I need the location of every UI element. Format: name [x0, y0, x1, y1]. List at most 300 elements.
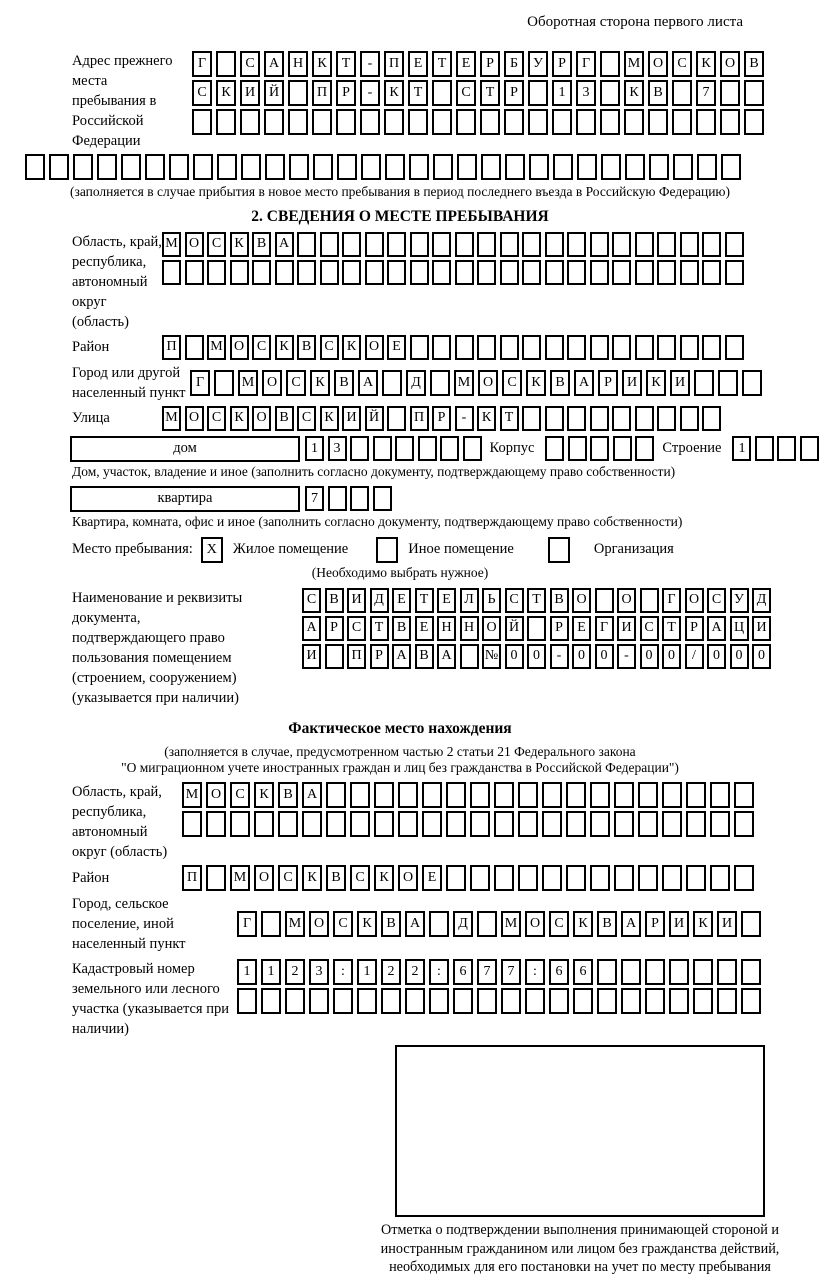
char-cell[interactable]: К — [357, 911, 377, 937]
char-cell[interactable] — [429, 911, 449, 937]
char-cell[interactable] — [635, 406, 654, 431]
char-cell[interactable]: Т — [408, 80, 428, 106]
char-cell[interactable]: С — [230, 782, 250, 808]
char-cell[interactable]: О — [525, 911, 545, 937]
char-cell[interactable]: К — [310, 370, 330, 396]
char-cell[interactable] — [328, 486, 347, 511]
char-cell[interactable] — [261, 988, 281, 1014]
char-cell[interactable] — [527, 616, 546, 641]
char-cell[interactable]: С — [549, 911, 569, 937]
char-cell[interactable]: О — [230, 335, 249, 360]
char-cell[interactable] — [432, 80, 452, 106]
char-cell[interactable]: А — [437, 644, 456, 669]
char-cell[interactable]: Ь — [482, 588, 501, 613]
char-cell[interactable]: № — [482, 644, 501, 669]
char-cell[interactable] — [265, 154, 285, 180]
char-cell[interactable]: В — [334, 370, 354, 396]
char-cell[interactable]: Е — [392, 588, 411, 613]
char-cell[interactable]: Д — [406, 370, 426, 396]
char-cell[interactable] — [206, 865, 226, 891]
char-cell[interactable] — [182, 811, 202, 837]
char-cell[interactable] — [640, 588, 659, 613]
char-cell[interactable]: 7 — [696, 80, 716, 106]
char-cell[interactable] — [566, 865, 586, 891]
char-cell[interactable]: М — [624, 51, 644, 77]
char-cell[interactable]: К — [275, 335, 294, 360]
char-cell[interactable]: А — [302, 616, 321, 641]
char-cell[interactable] — [528, 109, 548, 135]
char-cell[interactable]: 3 — [328, 436, 347, 461]
char-cell[interactable] — [702, 335, 721, 360]
char-cell[interactable] — [326, 782, 346, 808]
char-cell[interactable]: О — [617, 588, 636, 613]
char-cell[interactable]: О — [572, 588, 591, 613]
char-cell[interactable] — [755, 436, 774, 461]
char-cell[interactable]: В — [252, 232, 271, 257]
char-cell[interactable] — [288, 80, 308, 106]
char-cell[interactable] — [432, 335, 451, 360]
char-cell[interactable] — [25, 154, 45, 180]
char-cell[interactable]: И — [342, 406, 361, 431]
char-cell[interactable] — [672, 80, 692, 106]
char-cell[interactable]: 2 — [405, 959, 425, 985]
char-cell[interactable] — [720, 80, 740, 106]
char-cell[interactable]: О — [185, 406, 204, 431]
char-cell[interactable]: Ц — [730, 616, 749, 641]
char-cell[interactable]: М — [230, 865, 250, 891]
char-cell[interactable]: С — [297, 406, 316, 431]
char-cell[interactable] — [600, 51, 620, 77]
char-cell[interactable]: Е — [422, 865, 442, 891]
char-cell[interactable]: Г — [190, 370, 210, 396]
char-cell[interactable]: М — [238, 370, 258, 396]
char-cell[interactable]: Р — [432, 406, 451, 431]
char-cell[interactable] — [494, 865, 514, 891]
char-cell[interactable] — [566, 782, 586, 808]
char-cell[interactable]: 1 — [305, 436, 324, 461]
char-cell[interactable] — [214, 370, 234, 396]
char-cell[interactable]: 2 — [381, 959, 401, 985]
char-cell[interactable]: Й — [365, 406, 384, 431]
char-cell[interactable] — [710, 782, 730, 808]
char-cell[interactable] — [545, 260, 564, 285]
char-cell[interactable] — [320, 260, 339, 285]
char-cell[interactable] — [662, 865, 682, 891]
char-cell[interactable] — [566, 811, 586, 837]
char-cell[interactable]: 3 — [309, 959, 329, 985]
char-cell[interactable] — [553, 154, 573, 180]
char-cell[interactable]: Л — [460, 588, 479, 613]
char-cell[interactable] — [264, 109, 284, 135]
char-cell[interactable] — [342, 232, 361, 257]
char-cell[interactable] — [410, 335, 429, 360]
char-cell[interactable] — [549, 988, 569, 1014]
char-cell[interactable]: В — [278, 782, 298, 808]
char-cell[interactable] — [612, 260, 631, 285]
char-cell[interactable]: - — [455, 406, 474, 431]
char-cell[interactable] — [741, 911, 761, 937]
char-cell[interactable] — [254, 811, 274, 837]
stay-type-checkbox-organization[interactable] — [548, 537, 570, 563]
char-cell[interactable]: К — [230, 232, 249, 257]
char-cell[interactable]: : — [429, 959, 449, 985]
char-cell[interactable] — [638, 782, 658, 808]
char-cell[interactable] — [545, 406, 564, 431]
char-cell[interactable]: Е — [415, 616, 434, 641]
char-cell[interactable] — [477, 335, 496, 360]
char-cell[interactable] — [525, 988, 545, 1014]
char-cell[interactable] — [73, 154, 93, 180]
char-cell[interactable]: В — [550, 588, 569, 613]
char-cell[interactable] — [710, 811, 730, 837]
char-cell[interactable] — [162, 260, 181, 285]
char-cell[interactable] — [717, 959, 737, 985]
char-cell[interactable] — [680, 406, 699, 431]
char-cell[interactable] — [505, 154, 525, 180]
char-cell[interactable] — [365, 260, 384, 285]
char-cell[interactable]: В — [415, 644, 434, 669]
char-cell[interactable]: Б — [504, 51, 524, 77]
char-cell[interactable] — [337, 154, 357, 180]
char-cell[interactable] — [387, 232, 406, 257]
char-cell[interactable]: К — [320, 406, 339, 431]
char-cell[interactable] — [297, 260, 316, 285]
char-cell[interactable] — [686, 811, 706, 837]
char-cell[interactable]: 0 — [572, 644, 591, 669]
char-cell[interactable]: Г — [237, 911, 257, 937]
char-cell[interactable]: К — [312, 51, 332, 77]
char-cell[interactable]: Р — [504, 80, 524, 106]
char-cell[interactable] — [169, 154, 189, 180]
char-cell[interactable]: 6 — [453, 959, 473, 985]
char-cell[interactable] — [522, 406, 541, 431]
char-cell[interactable]: В — [648, 80, 668, 106]
char-cell[interactable]: Д — [752, 588, 771, 613]
char-cell[interactable] — [374, 811, 394, 837]
char-cell[interactable]: О — [478, 370, 498, 396]
char-cell[interactable]: 0 — [505, 644, 524, 669]
char-cell[interactable] — [597, 959, 617, 985]
char-cell[interactable]: 0 — [730, 644, 749, 669]
char-cell[interactable] — [612, 232, 631, 257]
char-cell[interactable]: А — [275, 232, 294, 257]
char-cell[interactable] — [326, 811, 346, 837]
char-cell[interactable] — [500, 260, 519, 285]
char-cell[interactable] — [477, 988, 497, 1014]
char-cell[interactable]: О — [648, 51, 668, 77]
char-cell[interactable] — [734, 865, 754, 891]
char-cell[interactable]: Р — [552, 51, 572, 77]
char-cell[interactable] — [410, 232, 429, 257]
char-cell[interactable]: В — [597, 911, 617, 937]
char-cell[interactable] — [635, 335, 654, 360]
char-cell[interactable] — [422, 782, 442, 808]
char-cell[interactable] — [409, 154, 429, 180]
char-cell[interactable]: С — [302, 588, 321, 613]
char-cell[interactable]: В — [550, 370, 570, 396]
char-cell[interactable]: 0 — [707, 644, 726, 669]
char-cell[interactable] — [336, 109, 356, 135]
char-cell[interactable] — [702, 260, 721, 285]
char-cell[interactable] — [216, 109, 236, 135]
char-cell[interactable]: П — [384, 51, 404, 77]
char-cell[interactable] — [240, 109, 260, 135]
char-cell[interactable]: П — [162, 335, 181, 360]
char-cell[interactable]: П — [410, 406, 429, 431]
char-cell[interactable] — [500, 232, 519, 257]
char-cell[interactable] — [121, 154, 141, 180]
char-cell[interactable]: И — [717, 911, 737, 937]
char-cell[interactable]: Р — [598, 370, 618, 396]
char-cell[interactable]: К — [526, 370, 546, 396]
char-cell[interactable] — [621, 988, 641, 1014]
char-cell[interactable] — [440, 436, 459, 461]
char-cell[interactable] — [325, 644, 344, 669]
char-cell[interactable]: Е — [572, 616, 591, 641]
char-cell[interactable] — [217, 154, 237, 180]
char-cell[interactable] — [241, 154, 261, 180]
char-cell[interactable] — [289, 154, 309, 180]
char-cell[interactable] — [500, 335, 519, 360]
char-cell[interactable]: А — [358, 370, 378, 396]
char-cell[interactable] — [744, 80, 764, 106]
char-cell[interactable] — [285, 988, 305, 1014]
char-cell[interactable]: И — [752, 616, 771, 641]
char-cell[interactable] — [590, 260, 609, 285]
char-cell[interactable] — [522, 260, 541, 285]
char-cell[interactable]: В — [326, 865, 346, 891]
char-cell[interactable] — [718, 370, 738, 396]
char-cell[interactable] — [518, 865, 538, 891]
char-cell[interactable] — [614, 782, 634, 808]
char-cell[interactable] — [278, 811, 298, 837]
char-cell[interactable] — [600, 80, 620, 106]
char-cell[interactable] — [455, 260, 474, 285]
char-cell[interactable]: М — [182, 782, 202, 808]
char-cell[interactable] — [206, 811, 226, 837]
char-cell[interactable]: С — [350, 865, 370, 891]
char-cell[interactable]: М — [454, 370, 474, 396]
char-cell[interactable]: 7 — [477, 959, 497, 985]
char-cell[interactable]: Р — [685, 616, 704, 641]
char-cell[interactable]: О — [398, 865, 418, 891]
char-cell[interactable]: С — [207, 232, 226, 257]
char-cell[interactable]: С — [640, 616, 659, 641]
char-cell[interactable] — [552, 109, 572, 135]
char-cell[interactable]: Д — [453, 911, 473, 937]
char-cell[interactable]: / — [685, 644, 704, 669]
char-cell[interactable] — [734, 811, 754, 837]
char-cell[interactable]: П — [312, 80, 332, 106]
char-cell[interactable] — [657, 260, 676, 285]
char-cell[interactable] — [410, 260, 429, 285]
char-cell[interactable] — [481, 154, 501, 180]
char-cell[interactable]: 0 — [595, 644, 614, 669]
char-cell[interactable] — [601, 154, 621, 180]
char-cell[interactable]: К — [216, 80, 236, 106]
char-cell[interactable] — [649, 154, 669, 180]
char-cell[interactable]: А — [405, 911, 425, 937]
char-cell[interactable]: О — [309, 911, 329, 937]
char-cell[interactable]: Т — [480, 80, 500, 106]
char-cell[interactable] — [576, 109, 596, 135]
char-cell[interactable] — [702, 232, 721, 257]
char-cell[interactable]: У — [730, 588, 749, 613]
char-cell[interactable]: Й — [264, 80, 284, 106]
char-cell[interactable]: И — [240, 80, 260, 106]
char-cell[interactable]: В — [325, 588, 344, 613]
char-cell[interactable]: 1 — [237, 959, 257, 985]
char-cell[interactable]: 1 — [357, 959, 377, 985]
char-cell[interactable]: С — [707, 588, 726, 613]
char-cell[interactable] — [408, 109, 428, 135]
char-cell[interactable] — [725, 335, 744, 360]
char-cell[interactable] — [387, 406, 406, 431]
char-cell[interactable] — [567, 260, 586, 285]
char-cell[interactable] — [518, 782, 538, 808]
char-cell[interactable] — [252, 260, 271, 285]
char-cell[interactable]: Р — [550, 616, 569, 641]
char-cell[interactable] — [455, 232, 474, 257]
char-cell[interactable]: С — [320, 335, 339, 360]
char-cell[interactable] — [702, 406, 721, 431]
char-cell[interactable] — [430, 370, 450, 396]
char-cell[interactable] — [49, 154, 69, 180]
char-cell[interactable]: - — [360, 80, 380, 106]
char-cell[interactable] — [734, 782, 754, 808]
char-cell[interactable] — [612, 406, 631, 431]
char-cell[interactable]: П — [347, 644, 366, 669]
char-cell[interactable]: С — [240, 51, 260, 77]
char-cell[interactable] — [648, 109, 668, 135]
char-cell[interactable] — [145, 154, 165, 180]
char-cell[interactable]: У — [528, 51, 548, 77]
char-cell[interactable] — [312, 109, 332, 135]
char-cell[interactable]: И — [622, 370, 642, 396]
char-cell[interactable] — [542, 865, 562, 891]
char-cell[interactable]: 1 — [552, 80, 572, 106]
char-cell[interactable] — [590, 406, 609, 431]
char-cell[interactable] — [662, 811, 682, 837]
char-cell[interactable] — [657, 335, 676, 360]
char-cell[interactable] — [721, 154, 741, 180]
char-cell[interactable]: Г — [192, 51, 212, 77]
char-cell[interactable] — [680, 232, 699, 257]
char-cell[interactable]: Т — [662, 616, 681, 641]
char-cell[interactable] — [350, 486, 369, 511]
char-cell[interactable] — [405, 988, 425, 1014]
char-cell[interactable] — [261, 911, 281, 937]
char-cell[interactable]: 3 — [576, 80, 596, 106]
char-cell[interactable] — [657, 406, 676, 431]
char-cell[interactable] — [387, 260, 406, 285]
char-cell[interactable]: О — [685, 588, 704, 613]
char-cell[interactable]: А — [302, 782, 322, 808]
char-cell[interactable] — [470, 865, 490, 891]
char-cell[interactable] — [624, 109, 644, 135]
char-cell[interactable] — [567, 232, 586, 257]
char-cell[interactable]: К — [342, 335, 361, 360]
char-cell[interactable]: С — [456, 80, 476, 106]
char-cell[interactable] — [433, 154, 453, 180]
char-cell[interactable]: 7 — [305, 486, 324, 511]
char-cell[interactable] — [545, 232, 564, 257]
char-cell[interactable]: Г — [662, 588, 681, 613]
char-cell[interactable] — [680, 335, 699, 360]
char-cell[interactable]: Н — [460, 616, 479, 641]
char-cell[interactable] — [477, 911, 497, 937]
char-cell[interactable]: К — [230, 406, 249, 431]
char-cell[interactable] — [717, 988, 737, 1014]
char-cell[interactable]: С — [502, 370, 522, 396]
char-cell[interactable] — [522, 335, 541, 360]
char-cell[interactable] — [373, 436, 392, 461]
char-cell[interactable] — [693, 959, 713, 985]
char-cell[interactable]: 6 — [573, 959, 593, 985]
char-cell[interactable]: Н — [437, 616, 456, 641]
char-cell[interactable] — [185, 260, 204, 285]
char-cell[interactable]: И — [617, 616, 636, 641]
char-cell[interactable] — [456, 109, 476, 135]
char-cell[interactable] — [446, 865, 466, 891]
char-cell[interactable] — [385, 154, 405, 180]
char-cell[interactable] — [97, 154, 117, 180]
char-cell[interactable]: Р — [370, 644, 389, 669]
char-cell[interactable]: Т — [336, 51, 356, 77]
char-cell[interactable] — [638, 865, 658, 891]
char-cell[interactable] — [567, 406, 586, 431]
house-box[interactable]: дом — [70, 436, 300, 462]
char-cell[interactable] — [361, 154, 381, 180]
char-cell[interactable]: С — [278, 865, 298, 891]
char-cell[interactable] — [193, 154, 213, 180]
char-cell[interactable]: Т — [415, 588, 434, 613]
char-cell[interactable]: С — [347, 616, 366, 641]
char-cell[interactable]: О — [720, 51, 740, 77]
char-cell[interactable] — [522, 232, 541, 257]
char-cell[interactable] — [309, 988, 329, 1014]
char-cell[interactable] — [382, 370, 402, 396]
char-cell[interactable] — [237, 988, 257, 1014]
char-cell[interactable] — [504, 109, 524, 135]
char-cell[interactable] — [645, 988, 665, 1014]
char-cell[interactable] — [373, 486, 392, 511]
char-cell[interactable] — [230, 811, 250, 837]
char-cell[interactable]: К — [693, 911, 713, 937]
char-cell[interactable]: Т — [500, 406, 519, 431]
char-cell[interactable] — [460, 644, 479, 669]
char-cell[interactable] — [207, 260, 226, 285]
char-cell[interactable]: О — [365, 335, 384, 360]
char-cell[interactable]: О — [185, 232, 204, 257]
char-cell[interactable] — [418, 436, 437, 461]
char-cell[interactable]: К — [573, 911, 593, 937]
char-cell[interactable] — [638, 811, 658, 837]
char-cell[interactable]: Т — [527, 588, 546, 613]
char-cell[interactable]: С — [505, 588, 524, 613]
char-cell[interactable] — [635, 436, 654, 461]
char-cell[interactable]: А — [574, 370, 594, 396]
char-cell[interactable]: Р — [645, 911, 665, 937]
char-cell[interactable] — [216, 51, 236, 77]
char-cell[interactable]: В — [744, 51, 764, 77]
char-cell[interactable] — [669, 959, 689, 985]
char-cell[interactable]: Е — [408, 51, 428, 77]
char-cell[interactable] — [494, 782, 514, 808]
char-cell[interactable] — [275, 260, 294, 285]
char-cell[interactable] — [696, 109, 716, 135]
char-cell[interactable] — [725, 232, 744, 257]
